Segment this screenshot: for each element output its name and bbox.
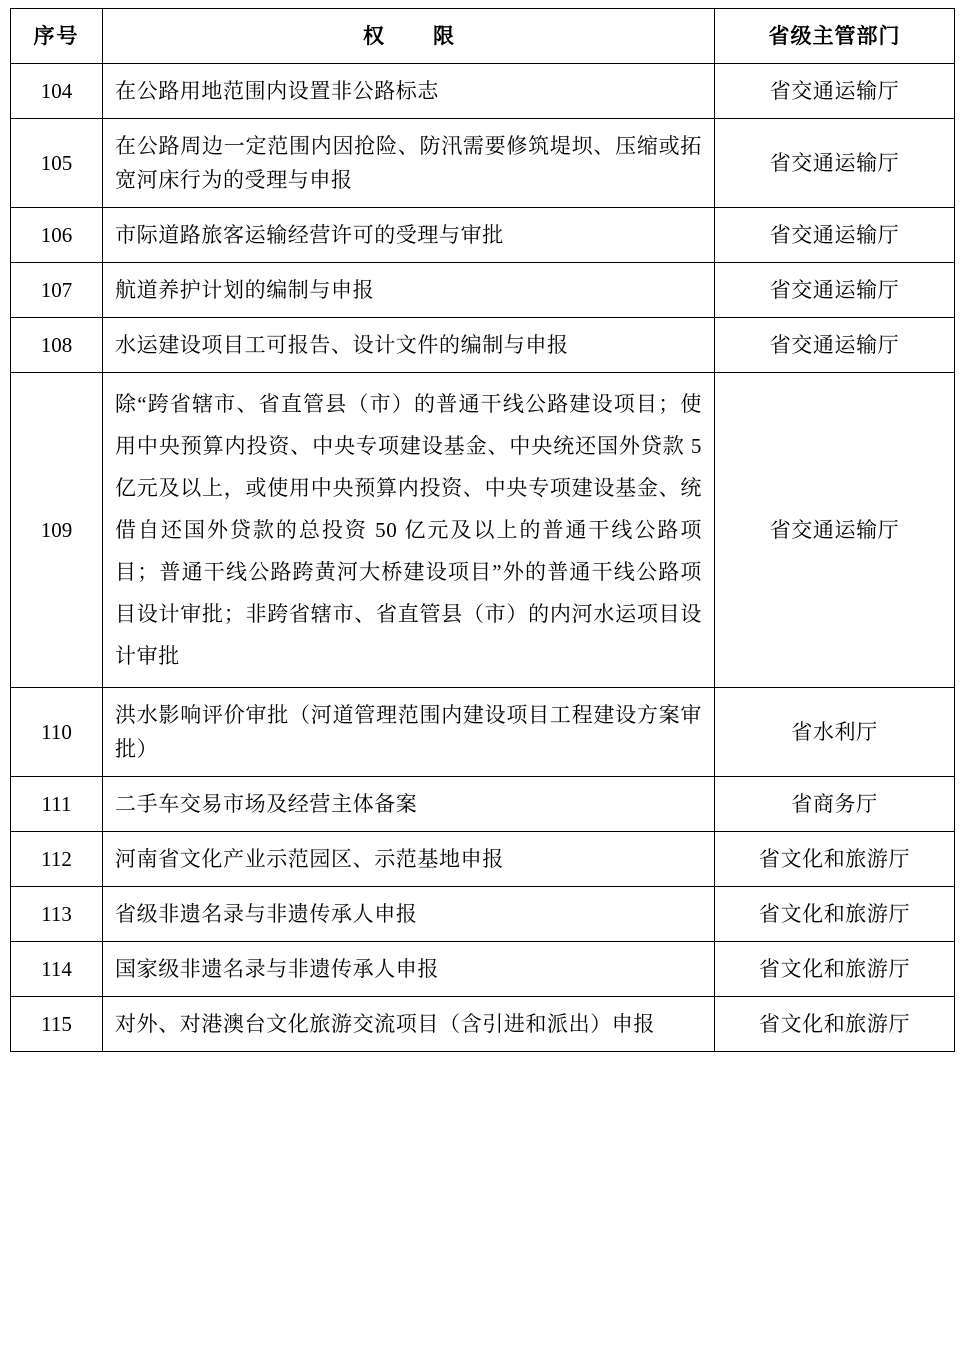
row-department: 省交通运输厅 [715, 208, 955, 263]
table-row [11, 373, 955, 688]
row-permission-item: 航道养护计划的编制与申报 [103, 263, 715, 318]
row-department: 省交通运输厅 [715, 318, 955, 373]
row-number: 108 [11, 318, 103, 373]
row-permission-item: 二手车交易市场及经营主体备案 [103, 777, 715, 832]
table-row [11, 777, 955, 832]
row-permission-item: 河南省文化产业示范园区、示范基地申报 [103, 832, 715, 887]
row-number: 107 [11, 263, 103, 318]
row-permission-item: 省级非遗名录与非遗传承人申报 [103, 887, 715, 942]
table-row [11, 832, 955, 887]
table-row [11, 64, 955, 119]
row-number: 110 [11, 688, 103, 777]
row-department: 省文化和旅游厅 [715, 887, 955, 942]
row-permission-item: 水运建设项目工可报告、设计文件的编制与申报 [103, 318, 715, 373]
row-number: 105 [11, 119, 103, 208]
row-department: 省交通运输厅 [715, 119, 955, 208]
table-row [11, 942, 955, 997]
row-number: 113 [11, 887, 103, 942]
row-department: 省交通运输厅 [715, 263, 955, 318]
row-department: 省文化和旅游厅 [715, 942, 955, 997]
row-department: 省文化和旅游厅 [715, 832, 955, 887]
row-permission-item: 洪水影响评价审批（河道管理范围内建设项目工程建设方案审批） [103, 688, 715, 777]
row-permission-item: 对外、对港澳台文化旅游交流项目（含引进和派出）申报 [103, 997, 715, 1052]
row-number: 111 [11, 777, 103, 832]
row-permission-item: 国家级非遗名录与非遗传承人申报 [103, 942, 715, 997]
row-number: 112 [11, 832, 103, 887]
row-permission-item [103, 373, 715, 688]
table-row [11, 688, 955, 777]
table-header [11, 9, 955, 64]
table-header-row [11, 9, 955, 64]
permissions-table [10, 8, 955, 1052]
column-header-item: 权 限 [103, 9, 715, 64]
table-row [11, 887, 955, 942]
row-department: 省水利厅 [715, 688, 955, 777]
row-permission-text: 除“跨省辖市、省直管县（市）的普通干线公路建设项目；使用中央预算内投资、中央专项建设基金、中央统还国外贷款 5 亿元及以上，或使用中央预算内投资、中央专项建设基金、统借自还国外贷款的总投资 50 亿元及以上的普通干线公路项目；普通干线公路跨黄河大桥建设项目”外的普通干线公路项目设计审批；非跨省辖市、省直管县（市）的内河水运项目设计审批 [115, 392, 702, 669]
row-department: 省交通运输厅 [715, 64, 955, 119]
row-number: 109 [11, 373, 103, 688]
row-department: 省文化和旅游厅 [715, 997, 955, 1052]
table-row [11, 208, 955, 263]
row-number: 114 [11, 942, 103, 997]
column-header-dept: 省级主管部门 [715, 9, 955, 64]
row-number: 115 [11, 997, 103, 1052]
row-number: 104 [11, 64, 103, 119]
table-body [11, 64, 955, 1052]
row-permission-item: 在公路周边一定范围内因抢险、防汛需要修筑堤坝、压缩或拓宽河床行为的受理与申报 [103, 119, 715, 208]
table-row [11, 263, 955, 318]
column-header-no: 序号 [11, 9, 103, 64]
table-row [11, 997, 955, 1052]
row-permission-item: 在公路用地范围内设置非公路标志 [103, 64, 715, 119]
row-permission-item: 市际道路旅客运输经营许可的受理与审批 [103, 208, 715, 263]
table-row [11, 318, 955, 373]
row-department: 省交通运输厅 [715, 373, 955, 688]
table-row [11, 119, 955, 208]
row-number: 106 [11, 208, 103, 263]
row-department: 省商务厅 [715, 777, 955, 832]
